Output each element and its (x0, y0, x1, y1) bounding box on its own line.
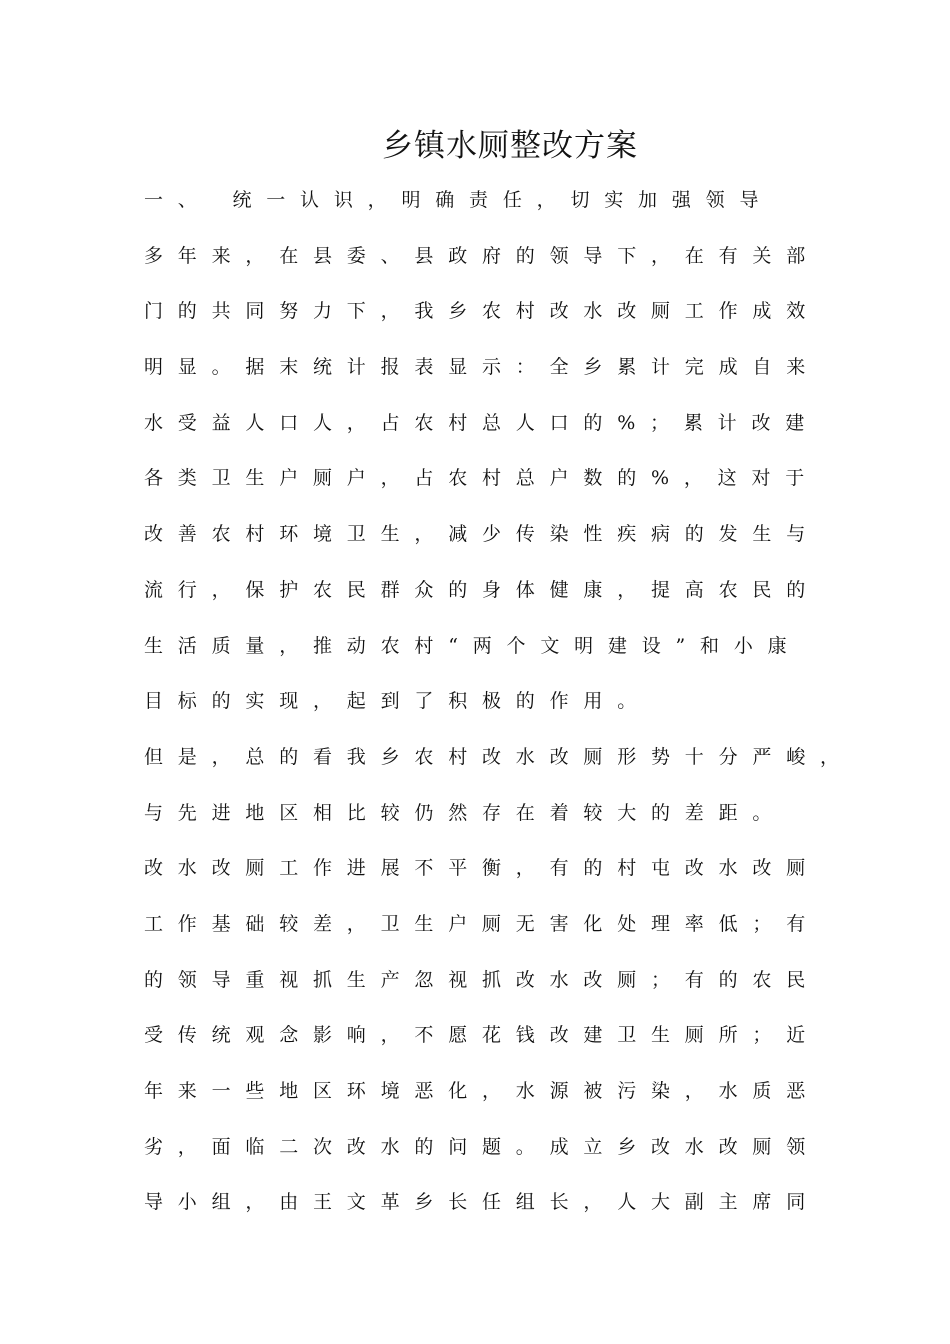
text-line: 的领导重视抓生产忽视抓改水改厕；有的农民 (144, 968, 821, 991)
text-line: 受传统观念影响，不愿花钱改建卫生厕所；近 (144, 1024, 821, 1047)
text-line: 年来一些地区环境恶化，水源被污染，水质恶 (144, 1080, 821, 1102)
text-line: 明显。据末统计报表显示：全乡累计完成自来 (144, 356, 821, 379)
text-line: 与先进地区相比较仍然存在着较大的差距。 (144, 801, 787, 824)
text-line: 劣，面临二次改水的问题。成立乡改水改厕领 (144, 1135, 821, 1158)
text-line: 生活质量，推动农村“两个文明建设”和小康 (144, 634, 802, 657)
text-line: 工作基础较差，卫生户厕无害化处理率低；有 (144, 912, 821, 935)
text-line: 各类卫生户厕户，占农村总户数的%，这对于 (144, 467, 820, 490)
document-title: 乡镇水厕整改方案 (382, 128, 638, 164)
text-line: 但是，总的看我乡农村改水改厕形势十分严峻， (144, 745, 854, 768)
text-line: 流行，保护农民群众的身体健康，提高农民的 (144, 578, 821, 601)
text-line: 水受益人口人，占农村总人口的%；累计改建 (144, 411, 820, 434)
text-line: 多年来，在县委、县政府的领导下，在有关部 (144, 244, 821, 267)
text-line: 一、 统一认识，明确责任，切实加强领导 (144, 189, 774, 211)
text-line: 导小组，由王文革乡长任组长，人大副主席同 (144, 1191, 821, 1214)
text-line: 门的共同努力下，我乡农村改水改厕工作成效 (144, 300, 821, 323)
text-line: 改水改厕工作进展不平衡，有的村屯改水改厕 (144, 857, 821, 880)
text-line: 目标的实现，起到了积极的作用。 (144, 690, 652, 713)
text-line: 改善农村环境卫生，减少传染性疾病的发生与 (144, 523, 821, 546)
document-body (144, 183, 854, 1241)
